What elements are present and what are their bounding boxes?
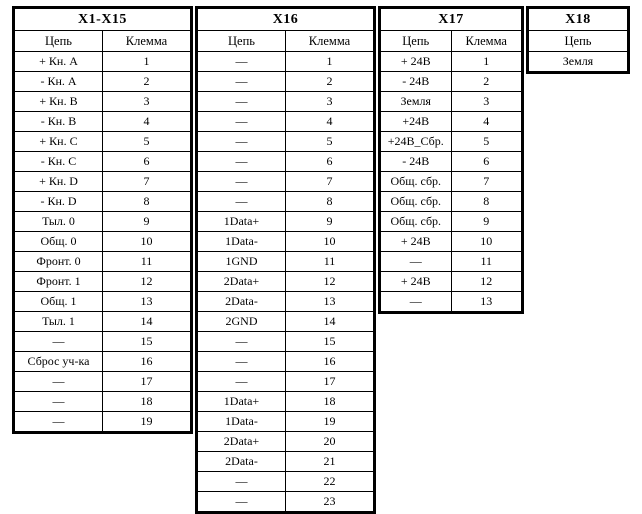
table-row <box>381 152 522 172</box>
cell-terminal: 6 <box>451 152 522 172</box>
table-header-row <box>529 31 628 52</box>
cell-terminal: 7 <box>103 172 191 192</box>
table-title-row <box>381 9 522 31</box>
cell-terminal: 8 <box>103 192 191 212</box>
table-row <box>15 212 191 232</box>
cell-terminal: 3 <box>103 92 191 112</box>
table-row <box>381 252 522 272</box>
table-title: X1-X15 <box>15 9 191 31</box>
column-header-circuit: Цепь <box>198 31 286 52</box>
cell-terminal: 4 <box>451 112 522 132</box>
cell-circuit: +24В_Сбр. <box>381 132 452 152</box>
cell-circuit: — <box>198 352 286 372</box>
cell-circuit: 1Data- <box>198 232 286 252</box>
cell-circuit: — <box>198 132 286 152</box>
cell-terminal: 17 <box>286 372 374 392</box>
cell-terminal: 21 <box>286 452 374 472</box>
cell-circuit: + Кн. С <box>15 132 103 152</box>
cell-circuit: — <box>381 292 452 312</box>
table-row <box>15 352 191 372</box>
table-row <box>198 412 374 432</box>
cell-circuit: 2GND <box>198 312 286 332</box>
cell-terminal: 16 <box>286 352 374 372</box>
table-header-row <box>381 31 522 52</box>
cell-circuit: — <box>381 252 452 272</box>
table-block-x16 <box>195 6 376 514</box>
cell-circuit: + 24В <box>381 232 452 252</box>
table-row <box>381 92 522 112</box>
column-header-circuit: Цепь <box>529 31 628 52</box>
table-row <box>15 192 191 212</box>
cell-terminal: 13 <box>286 292 374 312</box>
table-row <box>198 52 374 72</box>
cell-terminal: 15 <box>286 332 374 352</box>
cell-circuit: +24В <box>381 112 452 132</box>
table-row <box>198 112 374 132</box>
table-title: X17 <box>381 9 522 31</box>
cell-terminal: 11 <box>103 252 191 272</box>
cell-circuit: Фронт. 1 <box>15 272 103 292</box>
cell-circuit: - Кн. А <box>15 72 103 92</box>
cell-terminal: 2 <box>286 72 374 92</box>
cell-circuit: — <box>198 192 286 212</box>
cell-circuit: Общ. 1 <box>15 292 103 312</box>
cell-circuit: 2Data- <box>198 452 286 472</box>
table-row <box>198 72 374 92</box>
table-row <box>15 272 191 292</box>
cell-circuit: - 24В <box>381 152 452 172</box>
cell-terminal: 11 <box>286 252 374 272</box>
table-row <box>381 192 522 212</box>
cell-terminal: 23 <box>286 492 374 512</box>
cell-circuit: — <box>198 152 286 172</box>
cell-circuit: - 24В <box>381 72 452 92</box>
table-header-row <box>15 31 191 52</box>
cell-terminal: 17 <box>103 372 191 392</box>
cell-circuit: Земля <box>529 52 628 72</box>
table-title-row <box>15 9 191 31</box>
table-row <box>198 372 374 392</box>
table-row <box>381 212 522 232</box>
column-header-terminal: Клемма <box>103 31 191 52</box>
cell-circuit: Общ. сбр. <box>381 192 452 212</box>
column-header-circuit: Цепь <box>381 31 452 52</box>
table-row <box>198 392 374 412</box>
cell-circuit: — <box>198 52 286 72</box>
table-row <box>15 372 191 392</box>
table-row <box>198 152 374 172</box>
table-x18 <box>528 8 628 72</box>
cell-circuit: — <box>198 492 286 512</box>
table-block-x1-x15 <box>12 6 193 434</box>
cell-circuit: 1Data+ <box>198 392 286 412</box>
table-row <box>381 232 522 252</box>
table-row <box>15 312 191 332</box>
table-row <box>198 212 374 232</box>
cell-circuit: — <box>198 372 286 392</box>
table-row <box>381 72 522 92</box>
column-header-circuit: Цепь <box>15 31 103 52</box>
table-row <box>198 292 374 312</box>
table-row <box>15 332 191 352</box>
column-header-terminal: Клемма <box>451 31 522 52</box>
cell-terminal: 5 <box>286 132 374 152</box>
cell-circuit: — <box>198 112 286 132</box>
cell-circuit: + Кн. В <box>15 92 103 112</box>
table-row <box>15 412 191 432</box>
cell-circuit: — <box>15 332 103 352</box>
cell-terminal: 10 <box>103 232 191 252</box>
cell-terminal: 19 <box>286 412 374 432</box>
cell-circuit: Тыл. 1 <box>15 312 103 332</box>
cell-circuit: - Кн. С <box>15 152 103 172</box>
cell-terminal: 12 <box>286 272 374 292</box>
cell-circuit: 2Data+ <box>198 272 286 292</box>
cell-terminal: 9 <box>451 212 522 232</box>
cell-terminal: 13 <box>451 292 522 312</box>
cell-terminal: 22 <box>286 472 374 492</box>
table-row <box>198 252 374 272</box>
cell-terminal: 18 <box>103 392 191 412</box>
table-row <box>198 172 374 192</box>
cell-terminal: 15 <box>103 332 191 352</box>
cell-circuit: 1GND <box>198 252 286 272</box>
table-row <box>198 272 374 292</box>
cell-circuit: — <box>15 412 103 432</box>
table-row <box>15 52 191 72</box>
table-title-row <box>198 9 374 31</box>
cell-terminal: 3 <box>286 92 374 112</box>
table-x17 <box>380 8 522 312</box>
cell-circuit: Общ. сбр. <box>381 172 452 192</box>
table-block-x18 <box>526 6 630 74</box>
table-row <box>198 312 374 332</box>
cell-terminal: 1 <box>103 52 191 72</box>
cell-circuit: + Кн. А <box>15 52 103 72</box>
cell-circuit: 1Data- <box>198 412 286 432</box>
cell-terminal: 5 <box>451 132 522 152</box>
table-block-x17 <box>378 6 524 314</box>
cell-circuit: Тыл. 0 <box>15 212 103 232</box>
cell-circuit: - Кн. В <box>15 112 103 132</box>
cell-circuit: — <box>198 172 286 192</box>
cell-circuit: 2Data+ <box>198 432 286 452</box>
table-row <box>15 172 191 192</box>
cell-circuit: + Кн. D <box>15 172 103 192</box>
table-row <box>198 352 374 372</box>
cell-circuit: — <box>15 372 103 392</box>
table-row <box>198 192 374 212</box>
cell-terminal: 12 <box>103 272 191 292</box>
cell-terminal: 10 <box>451 232 522 252</box>
table-row <box>381 112 522 132</box>
table-row <box>15 252 191 272</box>
table-row <box>198 492 374 512</box>
cell-terminal: 7 <box>451 172 522 192</box>
cell-terminal: 12 <box>451 272 522 292</box>
cell-terminal: 13 <box>103 292 191 312</box>
cell-terminal: 2 <box>103 72 191 92</box>
table-row <box>381 272 522 292</box>
table-header-row <box>198 31 374 52</box>
cell-circuit: — <box>15 392 103 412</box>
cell-terminal: 14 <box>103 312 191 332</box>
cell-circuit: + 24В <box>381 52 452 72</box>
table-row <box>15 232 191 252</box>
cell-terminal: 9 <box>286 212 374 232</box>
cell-terminal: 5 <box>103 132 191 152</box>
cell-terminal: 19 <box>103 412 191 432</box>
cell-terminal: 9 <box>103 212 191 232</box>
column-header-terminal: Клемма <box>286 31 374 52</box>
cell-terminal: 18 <box>286 392 374 412</box>
table-row <box>381 292 522 312</box>
cell-circuit: — <box>198 92 286 112</box>
cell-terminal: 3 <box>451 92 522 112</box>
table-title: X16 <box>198 9 374 31</box>
cell-terminal: 8 <box>451 192 522 212</box>
cell-circuit: - Кн. D <box>15 192 103 212</box>
cell-terminal: 4 <box>286 112 374 132</box>
cell-circuit: Общ. сбр. <box>381 212 452 232</box>
cell-terminal: 1 <box>451 52 522 72</box>
table-row <box>198 432 374 452</box>
cell-circuit: + 24В <box>381 272 452 292</box>
cell-terminal: 6 <box>286 152 374 172</box>
cell-terminal: 2 <box>451 72 522 92</box>
cell-terminal: 10 <box>286 232 374 252</box>
table-row <box>198 92 374 112</box>
table-row <box>15 152 191 172</box>
cell-terminal: 7 <box>286 172 374 192</box>
cell-terminal: 8 <box>286 192 374 212</box>
table-row <box>198 332 374 352</box>
table-row <box>15 132 191 152</box>
cell-circuit: Фронт. 0 <box>15 252 103 272</box>
table-x16 <box>197 8 374 512</box>
table-row <box>198 132 374 152</box>
cell-circuit: — <box>198 72 286 92</box>
table-row <box>15 392 191 412</box>
cell-circuit: — <box>198 472 286 492</box>
cell-terminal: 6 <box>103 152 191 172</box>
cell-terminal: 14 <box>286 312 374 332</box>
table-row <box>15 292 191 312</box>
table-row <box>381 52 522 72</box>
cell-terminal: 16 <box>103 352 191 372</box>
table-row <box>198 472 374 492</box>
table-row <box>381 132 522 152</box>
cell-circuit: 2Data- <box>198 292 286 312</box>
table-row <box>15 92 191 112</box>
table-row <box>15 112 191 132</box>
cell-terminal: 11 <box>451 252 522 272</box>
table-title-row <box>529 9 628 31</box>
cell-circuit: — <box>198 332 286 352</box>
cell-circuit: 1Data+ <box>198 212 286 232</box>
table-x1-x15 <box>14 8 191 432</box>
table-title: X18 <box>529 9 628 31</box>
table-row <box>198 232 374 252</box>
cell-circuit: Земля <box>381 92 452 112</box>
table-row <box>529 52 628 72</box>
cell-terminal: 20 <box>286 432 374 452</box>
table-row <box>198 452 374 472</box>
cell-circuit: Сброс уч-ка <box>15 352 103 372</box>
cell-terminal: 4 <box>103 112 191 132</box>
table-row <box>15 72 191 92</box>
cell-terminal: 1 <box>286 52 374 72</box>
cell-circuit: Общ. 0 <box>15 232 103 252</box>
table-row <box>381 172 522 192</box>
